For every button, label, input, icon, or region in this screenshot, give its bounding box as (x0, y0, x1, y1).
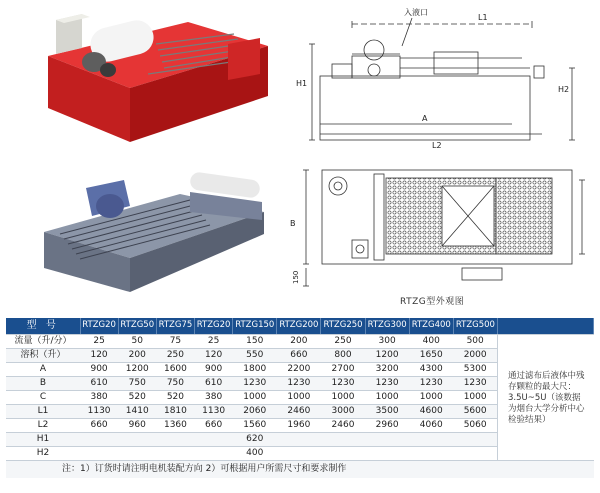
table-cell: 1650 (409, 348, 453, 362)
table-cell: 620 (233, 432, 277, 446)
table-cell (118, 432, 156, 446)
row-label: A (6, 362, 80, 376)
table-cell: 660 (277, 348, 321, 362)
table-cell: 750 (118, 376, 156, 390)
table-cell: 1560 (233, 418, 277, 432)
header-cell: RTZG250 (321, 318, 365, 334)
table-cell: 2460 (277, 404, 321, 418)
table-cell: 2960 (365, 418, 409, 432)
table-cell: 1960 (277, 418, 321, 432)
table-cell: 1200 (118, 362, 156, 376)
table-cell: 200 (277, 334, 321, 348)
dim-l2: L2 (432, 141, 442, 150)
table-cell: 660 (80, 418, 118, 432)
dim-h1: H1 (296, 79, 308, 88)
footer-note: 注：1）订货时请注明电机装配方向 2）可根据用户所需尺寸和要求制作 (6, 460, 594, 478)
dim-a: A (422, 114, 428, 123)
row-label: B (6, 376, 80, 390)
table-cell: 150 (233, 334, 277, 348)
table-cell: 25 (80, 334, 118, 348)
table-cell: 1000 (409, 390, 453, 404)
header-cell: RTZG500 (453, 318, 497, 334)
table-cell (195, 432, 233, 446)
table-cell: 1000 (365, 390, 409, 404)
table-cell (277, 446, 321, 460)
row-label: 溶积（升） (6, 348, 80, 362)
row-label: H2 (6, 446, 80, 460)
table-cell: 50 (118, 334, 156, 348)
table-cell (156, 446, 194, 460)
table-cell: 4300 (409, 362, 453, 376)
table-cell: 900 (80, 362, 118, 376)
header-cell: RTZG20 (195, 318, 233, 334)
table-cell: 2000 (453, 348, 497, 362)
table-cell: 2200 (277, 362, 321, 376)
table-cell: 5060 (453, 418, 497, 432)
filter-note: 通过滤布后液体中残存颗粒的最大尺：3.5U~5U（该数据为烟台大学分析中心检验结果） (498, 334, 594, 460)
table-cell: 2700 (321, 362, 365, 376)
row-label: H1 (6, 432, 80, 446)
table-cell (80, 446, 118, 460)
header-cell: RTZG20 (80, 318, 118, 334)
table-cell: 380 (195, 390, 233, 404)
spec-table-body (6, 334, 594, 478)
table-cell (118, 446, 156, 460)
table-cell: 800 (321, 348, 365, 362)
table-cell: 1230 (365, 376, 409, 390)
table-cell: 960 (118, 418, 156, 432)
table-cell: 900 (195, 362, 233, 376)
table-cell: 520 (156, 390, 194, 404)
table-cell: 4060 (409, 418, 453, 432)
table-cell: 2460 (321, 418, 365, 432)
table-cell: 3500 (365, 404, 409, 418)
row-label: C (6, 390, 80, 404)
header-cell: RTZG200 (277, 318, 321, 334)
table-cell: 250 (321, 334, 365, 348)
header-cell (498, 318, 594, 334)
table-header-row (6, 318, 594, 334)
table-cell (156, 432, 194, 446)
header-cell: 型 号 (6, 318, 80, 334)
table-cell (365, 446, 409, 460)
table-cell: 250 (156, 348, 194, 362)
table-cell (453, 446, 497, 460)
table-cell: 1360 (156, 418, 194, 432)
grey-filter-photo (40, 172, 272, 296)
row-label: L2 (6, 418, 80, 432)
table-cell: 500 (453, 334, 497, 348)
table-cell: 1230 (409, 376, 453, 390)
table-cell: 75 (156, 334, 194, 348)
table-cell: 200 (118, 348, 156, 362)
table-cell: 1200 (365, 348, 409, 362)
table-cell (80, 432, 118, 446)
header-cell: RTZG400 (409, 318, 453, 334)
dim-150: 150 (292, 270, 300, 284)
table-cell: 1230 (321, 376, 365, 390)
table-footer-row (6, 460, 594, 478)
table-cell (321, 446, 365, 460)
table-cell: 1000 (277, 390, 321, 404)
figure-caption: RTZG型外观图 (400, 297, 465, 307)
table-cell: 1130 (80, 404, 118, 418)
table-cell: 1410 (118, 404, 156, 418)
table-cell (409, 446, 453, 460)
table-cell: 25 (195, 334, 233, 348)
header-cell: RTZG75 (156, 318, 194, 334)
spec-table (6, 318, 594, 478)
table-cell (321, 432, 365, 446)
table-cell: 1800 (233, 362, 277, 376)
table-cell: 300 (365, 334, 409, 348)
table-cell: 1000 (233, 390, 277, 404)
table-cell: 1230 (233, 376, 277, 390)
table-cell: 1230 (277, 376, 321, 390)
table-row (6, 334, 594, 348)
header-cell: RTZG300 (365, 318, 409, 334)
dim-b: B (290, 219, 296, 228)
table-cell: 610 (195, 376, 233, 390)
table-cell (195, 446, 233, 460)
table-cell: 1810 (156, 404, 194, 418)
table-cell: 660 (195, 418, 233, 432)
table-cell: 380 (80, 390, 118, 404)
red-filter-photo (38, 4, 274, 144)
plan-drawing (282, 160, 594, 292)
table-cell: 5600 (453, 404, 497, 418)
table-cell: 1600 (156, 362, 194, 376)
table-cell (409, 432, 453, 446)
header-cell: RTZG50 (118, 318, 156, 334)
table-cell (453, 432, 497, 446)
inlet-label: 入液口 (404, 8, 428, 17)
dim-l1: L1 (478, 13, 488, 22)
dim-h2: H2 (558, 85, 570, 94)
table-cell: 750 (156, 376, 194, 390)
header-cell: RTZG150 (233, 318, 277, 334)
row-label: L1 (6, 404, 80, 418)
table-cell: 550 (233, 348, 277, 362)
table-cell: 3200 (365, 362, 409, 376)
table-cell: 400 (233, 446, 277, 460)
table-cell: 1000 (453, 390, 497, 404)
table-cell: 120 (80, 348, 118, 362)
row-label: 流量（升/分） (6, 334, 80, 348)
table-cell: 1230 (453, 376, 497, 390)
table-cell: 5300 (453, 362, 497, 376)
table-cell: 3000 (321, 404, 365, 418)
table-cell: 2060 (233, 404, 277, 418)
table-cell: 1130 (195, 404, 233, 418)
table-cell: 400 (409, 334, 453, 348)
elevation-drawing (282, 4, 582, 154)
table-cell: 120 (195, 348, 233, 362)
table-cell: 610 (80, 376, 118, 390)
table-cell (365, 432, 409, 446)
table-cell: 520 (118, 390, 156, 404)
table-cell (277, 432, 321, 446)
table-cell: 4600 (409, 404, 453, 418)
table-cell: 1000 (321, 390, 365, 404)
